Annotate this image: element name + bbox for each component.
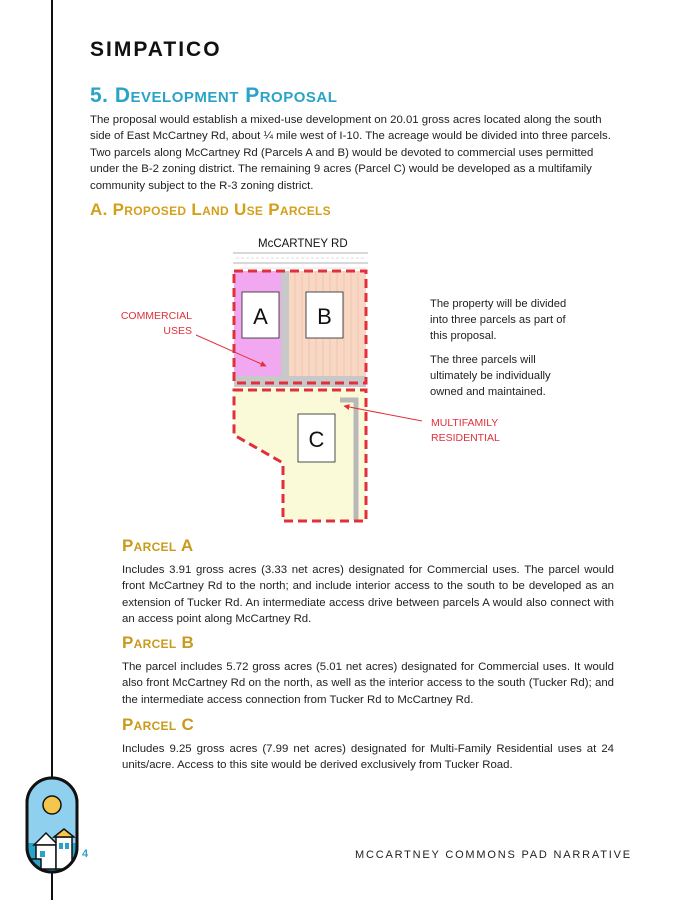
commercial-uses-label: [118, 309, 192, 339]
parcel-a-title: Parcel A: [122, 536, 194, 555]
brand-title: SIMPATICO: [90, 38, 222, 61]
mccartney-road: [233, 253, 368, 268]
commercial-label-line1: COMMERCIAL: [120, 310, 192, 322]
parcel-a-text: Includes 3.91 gross acres (3.33 net acres) designated for Commercial uses. The parcel would front McCartney Rd to the north; and include interior access to the south to be developed as an extension of Tucker Rd. An intermediate access drive between parcels A would also connect with an access point along McCartney Rd.: [122, 564, 614, 626]
map-note-1: The property will be divided into three parcels as part of this proposal.: [430, 298, 567, 343]
parcel-c-title: Parcel C: [122, 715, 195, 734]
parcel-c-text: Includes 9.25 gross acres (7.99 net acres) designated for Multi-Family Residential uses at 24 units/acre. Access to this site would be derived exclusively from Tucker Road.: [122, 743, 614, 772]
footer-title: MCCARTNEY COMMONS PAD NARRATIVE: [355, 849, 632, 861]
section-paragraph: The proposal would establish a mixed-use development on 20.01 gross acres located along the south side of East McCartney Rd, about ¼ mile west of I-10. The acreage would be divided into three parcels. Two parcels along McCartney Rd (Parcels A and B) would be devoted to commercial uses permitted under the B-2 zoning district. The remaining 9 acres (Parcel C) would be developed as a multifamily community subject to the R-3 zoning district.: [90, 114, 611, 192]
page-number: 4: [82, 848, 89, 860]
multifamily-residential-label: [431, 416, 500, 446]
subsection-title: A. Proposed Land Use Parcels: [90, 200, 331, 219]
parcel-b-title: Parcel B: [122, 633, 195, 652]
road-label: McCARTNEY RD: [258, 238, 348, 250]
parcel-b-text: The parcel includes 5.72 gross acres (5.01 net acres) designated for Commercial uses. It would also front McCartney Rd on the north, as well as the interior access to the south (Tucker Rd); and the intermediate access connection from Tucker Rd to McCartney Rd.: [122, 661, 614, 706]
multifamily-label-line2: RESIDENTIAL: [431, 432, 500, 444]
parcel-b-letter: B: [317, 304, 332, 329]
simpatico-logo: [24, 775, 80, 875]
multifamily-label-line1: MULTIFAMILY: [431, 417, 499, 429]
intermediate-drive: [281, 271, 289, 376]
map-note-2: The three parcels will ultimately be individually owned and maintained.: [430, 354, 551, 399]
section-title: 5. Development Proposal: [90, 84, 338, 107]
commercial-label-line2: USES: [163, 325, 192, 337]
parcel-a-letter: A: [253, 304, 268, 329]
parcel-c-letter: C: [308, 427, 325, 452]
